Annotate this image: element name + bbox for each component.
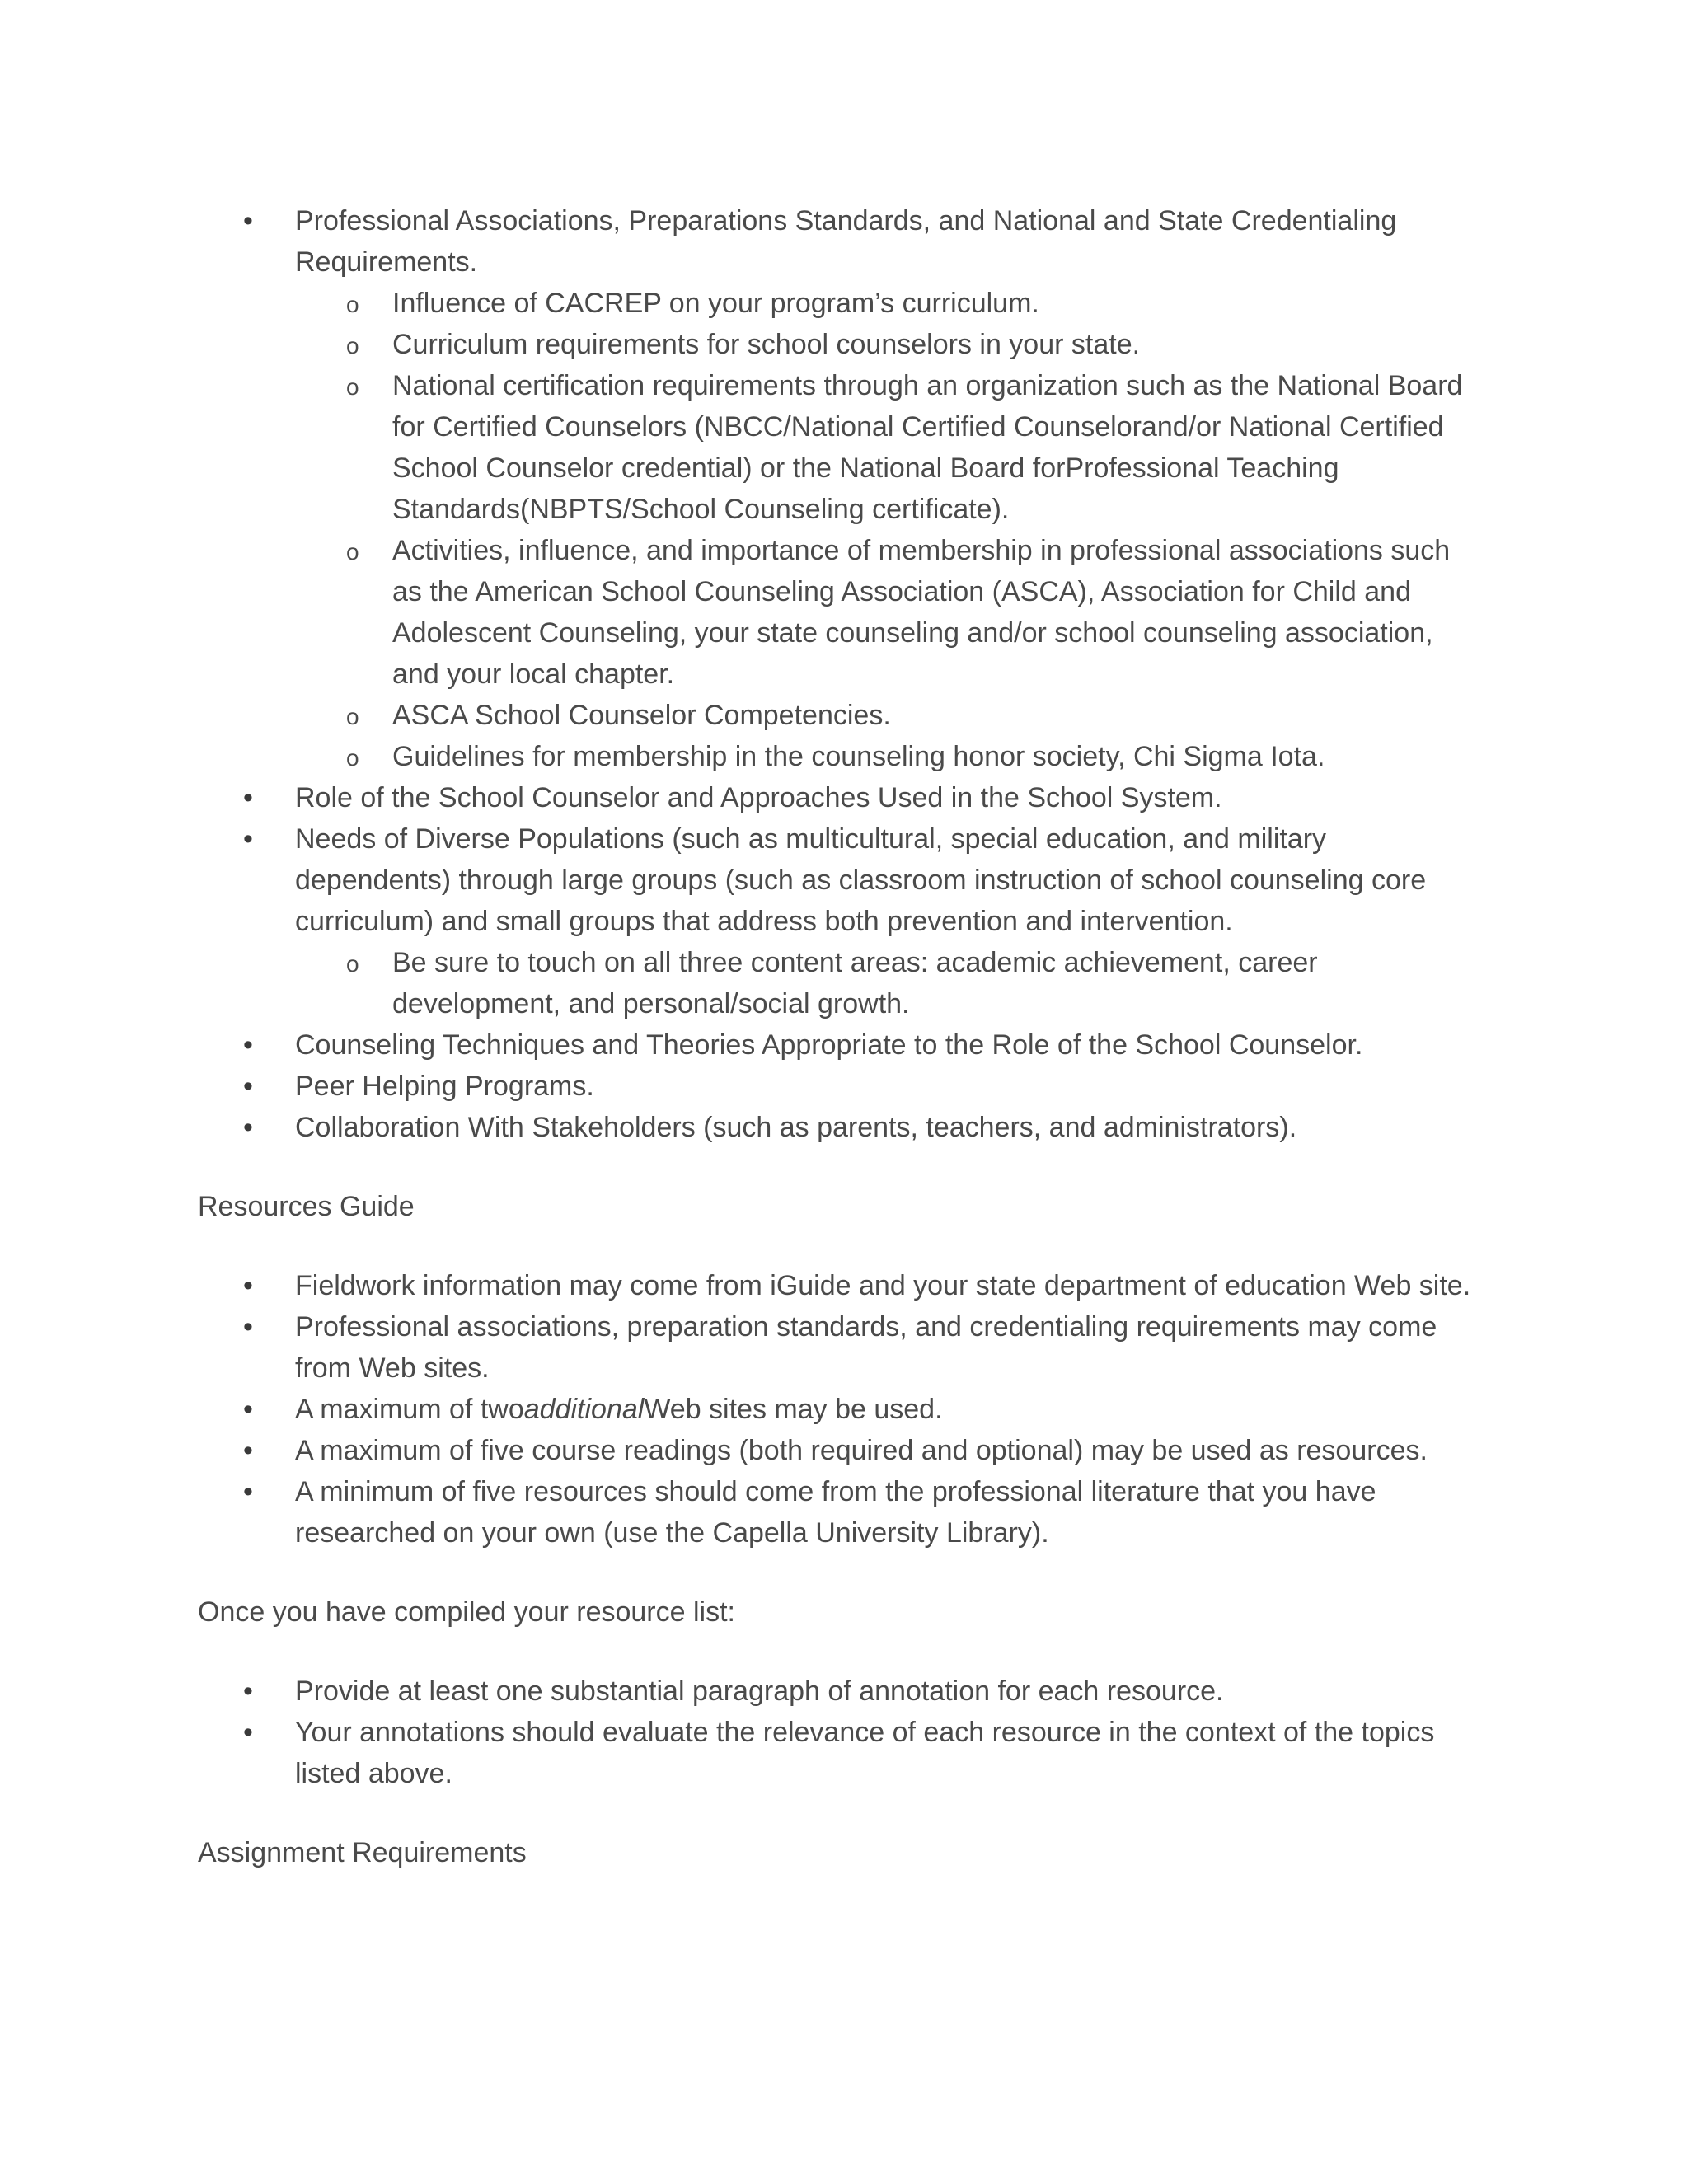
- list-item-text: A maximum of two: [295, 1394, 524, 1425]
- list-item-text: Collaboration With Stakeholders (such as parents, teachers, and administrators).: [295, 1112, 1297, 1143]
- annotation-list: [198, 1671, 1484, 1794]
- list-item: [198, 1066, 1484, 1107]
- list-item-text: Role of the School Counselor and Approaches Used in the School System.: [295, 782, 1222, 813]
- sub-list: [295, 942, 1484, 1024]
- sub-list-item: o Guidelines for membership in the counseling honor society, Chi Sigma Iota.: [295, 736, 1484, 777]
- topics-list: [198, 200, 1484, 1148]
- list-item: [198, 777, 1484, 818]
- sub-list-item: o National certification requirements through an organization such as the National Board for Certified Counselors (NBCC/National Certified Counselorand/or National Certified School Counselor credential) or the National Board forProfessional Teaching Standards(NBPTS/School Counseling certificate).: [295, 365, 1484, 530]
- compiled-intro: Once you have compiled your resource list:: [198, 1596, 735, 1628]
- assignment-requirements-heading: Assignment Requirements: [198, 1837, 527, 1868]
- sub-list-item: o Be sure to touch on all three content areas: academic achievement, career development, and personal/social growth.: [295, 942, 1484, 1024]
- list-item: • Fieldwork information may come from iGuide and your state department of education Web site.: [198, 1265, 1484, 1306]
- resources-guide-heading: Resources Guide: [198, 1191, 415, 1222]
- list-item-text: Web sites may be used.: [644, 1394, 943, 1425]
- sub-list-item: o Curriculum requirements for school counselors in your state.: [295, 324, 1484, 365]
- list-item: • Your annotations should evaluate the relevance of each resource in the context of the topics listed above.: [198, 1712, 1484, 1794]
- document-page: [198, 200, 1484, 1873]
- list-item: [198, 200, 1484, 777]
- list-item: [198, 1107, 1484, 1148]
- list-item-text: Peer Helping Programs.: [295, 1071, 594, 1102]
- sub-list-item: o Influence of CACREP on your program’s curriculum.: [295, 283, 1484, 324]
- list-item: • Professional associations, preparation standards, and credentialing requirements may come from Web sites.: [198, 1306, 1484, 1389]
- list-item-text: Counseling Techniques and Theories Appropriate to the Role of the School Counselor.: [295, 1029, 1363, 1061]
- emphasis-text: additional: [523, 1394, 645, 1425]
- sub-list: [295, 283, 1484, 777]
- list-item: [198, 1389, 1484, 1430]
- list-item-text: Needs of Diverse Populations (such as multicultural, special education, and military dependents) through large groups (such as classroom instruction of school counseling core curriculum) and small groups that address both prevention and intervention.: [295, 823, 1427, 937]
- list-item: [198, 818, 1484, 1024]
- list-item-text: Professional Associations, Preparations Standards, and National and State Credentialing Requirements.: [295, 205, 1397, 278]
- list-item: • A minimum of five resources should come from the professional literature that you have researched on your own (use the Capella University Library).: [198, 1471, 1484, 1554]
- sub-list-item: o ASCA School Counselor Competencies.: [295, 695, 1484, 736]
- list-item: • Provide at least one substantial paragraph of annotation for each resource.: [198, 1671, 1484, 1712]
- list-item: [198, 1024, 1484, 1066]
- list-item: • A maximum of five course readings (both required and optional) may be used as resources.: [198, 1430, 1484, 1471]
- resources-list: [198, 1265, 1484, 1554]
- sub-list-item: o Activities, influence, and importance of membership in professional associations such as the American School Counseling Association (ASCA), Association for Child and Adolescent Counseling, your state counseling and/or school counseling association, and your local chapter.: [295, 530, 1484, 695]
